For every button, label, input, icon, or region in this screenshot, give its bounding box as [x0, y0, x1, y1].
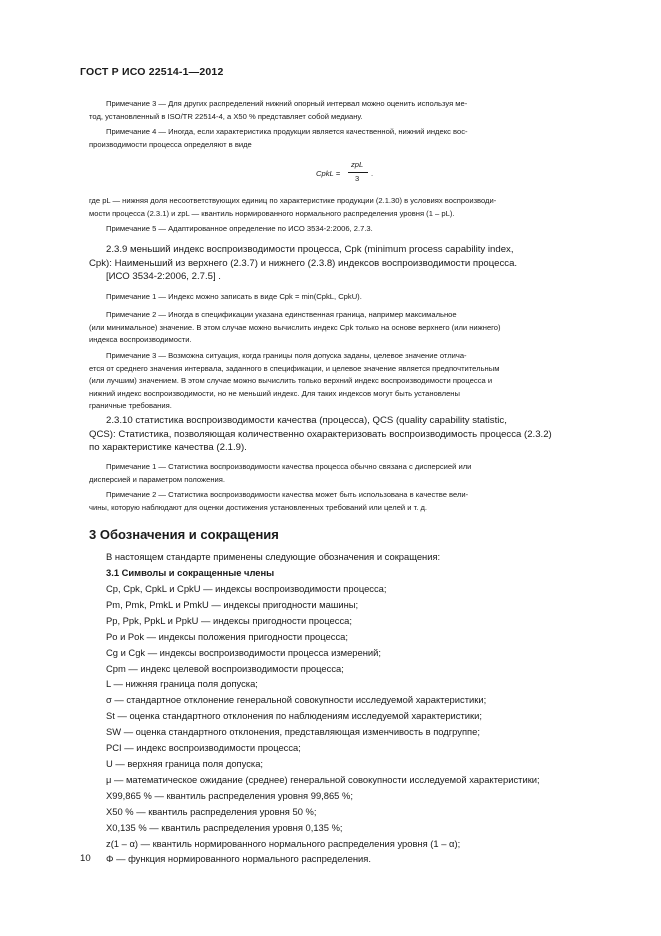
term-2-3-9-line-1: 2.3.9 меньший индекс воспроизводимости процесса, Cpk (minimum process capability index,: [106, 244, 514, 255]
section-3-intro: В настоящем стандарте применены следующие обозначения и сокращения:: [106, 551, 441, 562]
where-line-2: мости процесса (2.3.1) и zpL — квантиль нормированного нормального распределения уровня (1 – pL).: [89, 208, 455, 218]
symbol-item: SW — оценка стандартного отклонения, представляющая изменчивость в подгруппе;: [106, 726, 480, 738]
term-2-3-10-line-2: QCS): Статистика, позволяющая количественно охарактеризовать воспроизводимость процесса (2.3.2): [89, 428, 552, 440]
term-2-3-9-note-3-line-3: (или лучшим) значением. В этом случае можно вычислить только верхний индекс воспроизводимости процесса и: [89, 376, 493, 386]
term-2-3-9-note-2-line-3: индекса воспроизводимости.: [89, 335, 192, 345]
term-2-3-10-note-1: [89, 461, 613, 486]
symbol-item: X0,135 % — квантиль распределения уровня 0,135 %;: [106, 821, 343, 833]
term-2-3-10-note-2-line-2: чины, которую наблюдают для оценки достижения установленных требований или целей и т. д.: [89, 502, 428, 512]
term-2-3-9-note-2: [89, 309, 613, 347]
term-2-3-9-note-3-line-5: граничные требования.: [89, 401, 172, 411]
formula-fraction-bar: [348, 172, 368, 173]
formula-cpkl: [316, 160, 436, 190]
term-2-3-9-note-3: [89, 350, 613, 413]
term-2-3-10-line-3: по характеристике качества (2.1.9).: [89, 442, 247, 454]
symbol-item: PCI — индекс воспроизводимости процесса;: [106, 742, 301, 754]
symbol-item: Cp, Cpk, CpkL и CpkU — индексы воспроизводимости процесса;: [106, 583, 387, 594]
symbol-item: St — оценка стандартного отклонения по наблюдениям исследуемой характеристики;: [106, 710, 482, 722]
symbol-item: U — верхняя граница поля допуска;: [106, 757, 264, 769]
symbol-item: μ — математическое ожидание (среднее) генеральной совокупности исследуемой характеристики;: [106, 773, 540, 785]
term-2-3-10: [89, 414, 613, 455]
note-3-paragraph: [89, 98, 613, 123]
symbol-item: z(1 – α) — квантиль нормированного нормального распределения уровня (1 – α);: [106, 837, 461, 849]
subsection-3-1-heading: 3.1 Символы и сокращенные члены: [106, 567, 275, 578]
term-2-3-9-line-3: [ИСО 3534-2:2006, 2.7.5] .: [106, 271, 221, 283]
symbol-item: Φ — функция нормированного нормального распределения.: [106, 853, 371, 865]
symbol-item: Po и Pok — индексы положения пригодности процесса;: [106, 630, 348, 642]
symbol-item: Cpm — индекс целевой воспроизводимости процесса;: [106, 662, 344, 674]
formula-tail: .: [371, 169, 374, 178]
term-2-3-10-line-1: 2.3.10 статистика воспроизводимости качества (процесса), QCS (quality capability statistic,: [106, 415, 507, 426]
note-4-paragraph: [89, 126, 613, 151]
section-3-heading: 3 Обозначения и сокращения: [89, 527, 279, 542]
term-2-3-10-note-2: [89, 489, 613, 514]
term-2-3-9-note-2-line-2: (или минимальное) значение. В этом случае можно вычислить индекс Cpk только на основе верхнего (или нижнего): [89, 322, 501, 332]
term-2-3-9: [89, 243, 613, 284]
symbol-item: X99,865 % — квантиль распределения уровня 99,865 %;: [106, 789, 353, 801]
note-3-line-1: Примечание 3 — Для других распределений нижний опорный интервал можно оценить используя ме-: [106, 99, 468, 108]
symbol-item: Pp, Ppk, PpkL и PpkU — индексы пригодности процесса;: [106, 614, 352, 626]
term-2-3-9-note-1: Примечание 1 — Индекс можно записать в виде Cpk = min(CpkL, CpkU).: [106, 292, 362, 301]
term-2-3-10-note-2-line-1: Примечание 2 — Статистика воспроизводимости качества может быть использована в качестве вели-: [106, 490, 469, 499]
symbol-item: L — нижняя граница поля допуска;: [106, 678, 258, 690]
term-2-3-9-note-3-line-2: ется от среднего значения интервала, заданного в спецификации, и целевое значение является предпочтительным: [89, 363, 500, 373]
page-number: 10: [80, 853, 91, 864]
where-line-1: где pL — нижняя доля несоответствующих единиц по характеристике продукции (2.1.30) в условиях воспроизводи-: [89, 196, 497, 205]
note-3-line-2: тод, установленный в ISO/TR 22514-4, а X50 % представляет собой медиану.: [89, 111, 363, 121]
term-2-3-10-note-1-line-1: Примечание 1 — Статистика воспроизводимости качества процесса обычно связана с дисперсией или: [106, 462, 472, 471]
formula-numerator: zpL: [351, 160, 364, 169]
term-2-3-9-note-2-line-1: Примечание 2 — Иногда в спецификации указана единственная граница, например максимальное: [106, 310, 457, 319]
where-paragraph: [89, 195, 613, 220]
formula-lhs: CpkL =: [316, 169, 341, 178]
term-2-3-9-line-2: Cpk): Наименьший из верхнего (2.3.7) и нижнего (2.3.8) индексов воспроизводимости процесса.: [89, 257, 518, 269]
term-2-3-9-note-3-line-1: Примечание 3 — Возможна ситуация, когда границы поля допуска заданы, целевое значение отлича-: [106, 351, 467, 360]
symbol-item: σ — стандартное отклонение генеральной совокупности исследуемой характеристики;: [106, 694, 487, 706]
note-4-line-1: Примечание 4 — Иногда, если характеристика продукции является качественной, нижний индекс вос-: [106, 127, 468, 136]
note-4-line-2: производимости процесса определяют в виде: [89, 139, 252, 149]
formula-denominator: 3: [355, 174, 360, 183]
term-2-3-10-note-1-line-2: дисперсией и параметром положения.: [89, 474, 226, 484]
document-header: ГОСТ Р ИСО 22514-1—2012: [80, 66, 224, 78]
symbols-list: [106, 581, 626, 867]
symbol-item: Cg и Cgk — индексы воспроизводимости процесса измерений;: [106, 646, 381, 658]
note-5-line: Примечание 5 — Адаптированное определение по ИСО 3534-2:2006, 2.7.3.: [106, 224, 373, 233]
symbol-item: X50 % — квантиль распределения уровня 50 %;: [106, 805, 317, 817]
term-2-3-9-note-3-line-4: нижний индекс воспроизводимости, но не меньший индекс. Для таких индексов могут быть установлены: [89, 388, 460, 398]
symbol-item: Pm, Pmk, PmkL и PmkU — индексы пригодности машины;: [106, 598, 359, 610]
